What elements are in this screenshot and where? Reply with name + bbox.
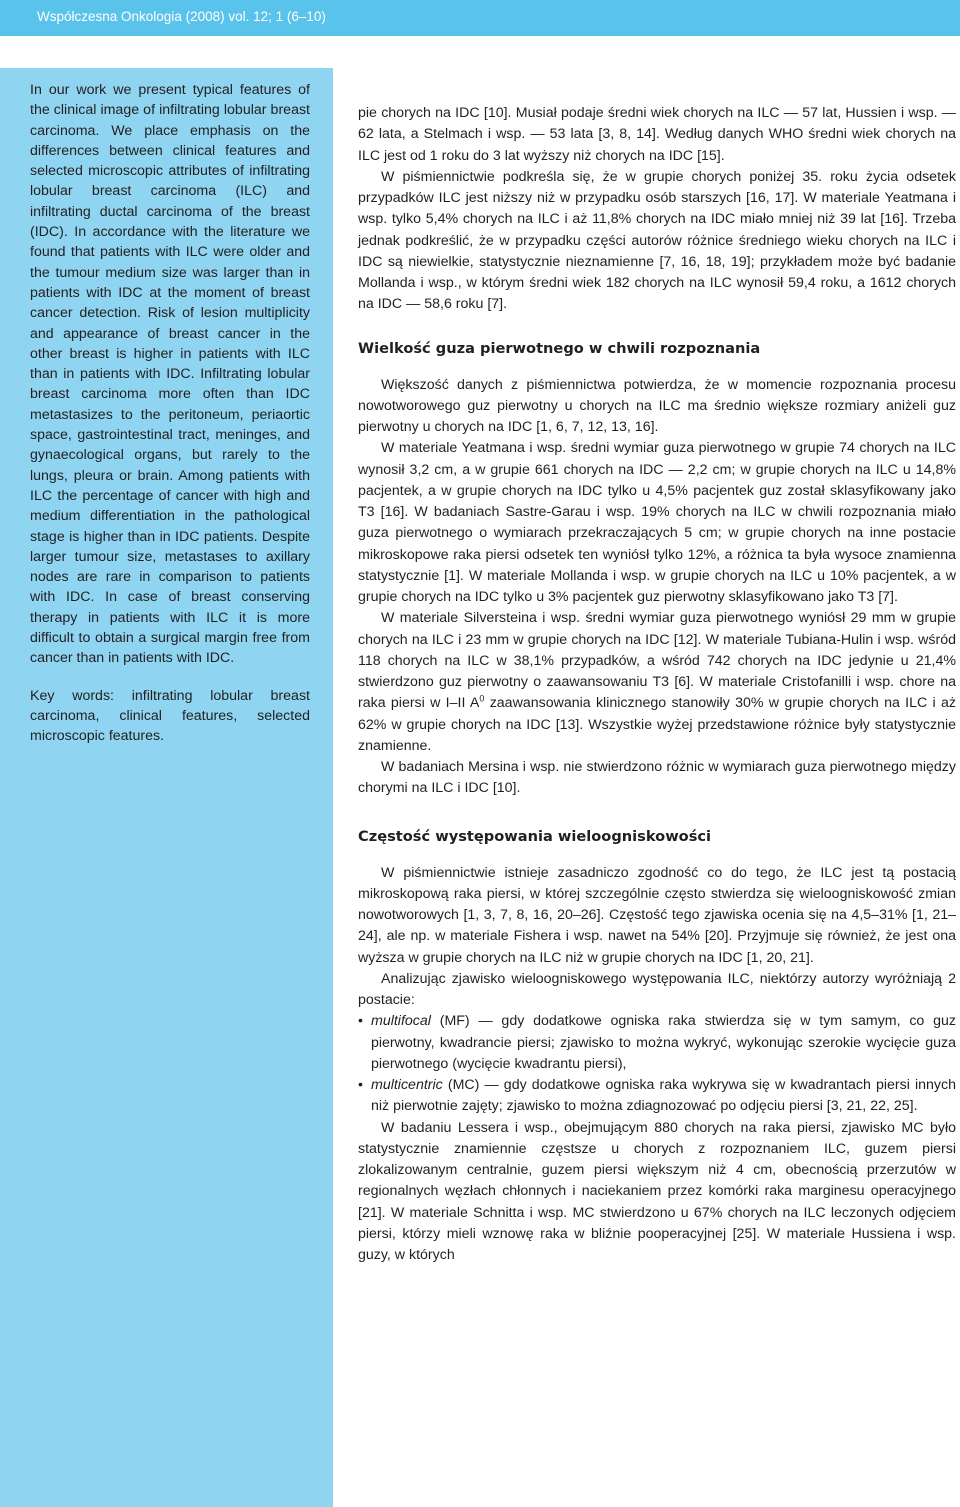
keywords xyxy=(30,686,310,747)
list-item xyxy=(358,1011,956,1075)
superscript: 0 xyxy=(479,693,485,704)
keywords-text: infiltrating lobular breast carcinoma, clinical features, selected microscopic features. xyxy=(30,687,310,745)
paragraph: W materiale Yeatmana i wsp. średni wymiar guza pierwotnego w grupie 74 chorych na ILC wynosił 3,2 cm, a w grupie 661 chorych na IDC — 2,2 cm; w grupie chorych na ILC u 14,8% pacjentek, a w grupie chorych na IDC tylko u 4,5% pacjentek guz został sklasyfikowany jako T3 [16]. W badaniach Sastre-Garau i wsp. 19% chorych na ILC w chwili rozpoznania miało guza pierwotnego o wymiarach przekraczających 5 cm; w grupie chorych na inne postacie mikroskopowe raka piersi odsetek ten wyniósł tylko 12%, a różnica ta była wysoce znamienna statystycznie [1]. W materiale Mollanda i wsp. w grupie chorych na ILC u 10% pacjentek, a w grupie chorych na IDC tylko u 3% pacjentek guz pierwotny sklasyfikowano jako T3 [7]. xyxy=(358,440,956,605)
keywords-label: Key words: xyxy=(30,687,114,704)
article-body xyxy=(358,103,956,1266)
paragraph: pie chorych na IDC [10]. Musiał podaje średni wiek chorych na ILC — 57 lat, Hussien i wsp. — 62 lata, a Stelmach i wsp. — 53 lata [3, 8, 14]. Według danych WHO średni wiek chorych na ILC jest od 1 roku do 3 lat wyższy niż chorych na IDC [15]. xyxy=(358,105,956,164)
list-item-term: multicentric xyxy=(371,1077,443,1093)
list-item-text: (MF) — gdy dodatkowe ogniska raka stwierdza się w tym samym, co guz pierwotny, kwadrancie piersi; zjawisko to można wykryć, wykonując szerokie wycięcie guza pierwotnego (wycięcie kwadrantu piersi), xyxy=(371,1013,956,1072)
journal-citation: Współczesna Onkologia (2008) vol. 12; 1 (6–10) xyxy=(37,9,326,24)
paragraph-text: W materiale Silversteina i wsp. średni wymiar guza pierwotnego wyniósł 29 mm w grupie chorych na ILC i 23 mm w grupie chorych na IDC [12]. W materiale Tubiana-Hulin i wsp. wśród 118 chorych na ILC w 38,1% przypadków, a wśród 742 chorych na IDC jedynie u 21,4% stwierdzono guz pierwotny o zaawansowaniu T3 [6]. W materiale Cristofanilli i wsp. chore na raka piersi w I–II A xyxy=(358,610,956,712)
list-item xyxy=(358,1075,956,1118)
paragraph: Analizując zjawisko wieloogniskowego występowania ILC, niektórzy autorzy wyróżniają 2 postacie: xyxy=(358,970,956,1008)
paragraph: Większość danych z piśmiennictwa potwierdza, że w momencie rozpoznania procesu nowotworowego guz pierwotny u chorych na ILC ma średnio większe rozmiary aniżeli guz pierwotny u chorych na IDC [1, 6, 7, 12, 13, 16]. xyxy=(358,376,956,435)
abstract-text: In our work we present typical features of the clinical image of infiltrating lobular breast carcinoma. We place emphasis on the differences between clinical features and selected microscopic attributes of infiltrating lobular breast carcinoma (ILC) and infiltrating ductal carcinoma of the breast (IDC). In accordance with the literature we found that patients with ILC were older and the tumour medium size was larger than in patients with IDC at the moment of breast cancer detection. Risk of lesion multiplicity and appearance of breast cancer in the other breast is higher in patients with ILC than in patients with IDC. Infiltrating lobular breast carcinoma more often than IDC metastasizes to the peritoneum, periaortic space, gastrointestinal tract, meninges, and gynaecological organs, but rarely to the lungs, pleura or brain. Among patients with ILC the percentage of cancer with high and medium differentiation in the pathological stage is higher than in IDC patients. Despite larger tumour size, metastases to axillary nodes are rare in comparison to patients with IDC. In case of breast conserving therapy in patients with ILC it is more difficult to obtain a surgical margin free from cancer than in patients with IDC. xyxy=(30,82,310,667)
paragraph xyxy=(358,608,956,757)
paragraph: W piśmiennictwie podkreśla się, że w grupie chorych poniżej 35. roku życia odsetek przypadków ILC jest niższy niż w przypadku osób starszych [16, 17]. W materiale Yeatmana i wsp. tylko 5,4% chorych na ILC i aż 11,8% chorych na IDC miało mniej niż 39 lat [16]. Trzeba jednak podkreślić, że w przypadku części autorów różnice średniego wieku chorych na ILC i IDC są niewielkie, statystycznie nieznamienne [7, 16, 18, 19]; przykładem może być badanie Mollanda i wsp., w którym średni wiek 182 chorych na ILC wynosił 59,4 roku, a 1612 chorych na IDC — 58,6 roku [7]. xyxy=(358,168,956,313)
abstract-box xyxy=(30,80,310,747)
paragraph-text: zaawansowania klinicznego stanowiły 30% w grupie chorych na ILC i aż 62% w grupie chorych na IDC [13]. Wszystkie wyżej przedstawione różnice były statystycznie znamienne. xyxy=(358,695,956,754)
list-item-text: (MC) — gdy dodatkowe ogniska raka wykrywa się w kwadrantach piersi innych niż pierwotnie zajęty; zjawisko to można zdiagnozować po odjęciu piersi [3, 21, 22, 25]. xyxy=(371,1077,956,1115)
list-item-term: multifocal xyxy=(371,1013,431,1030)
bullet-list xyxy=(358,1011,956,1117)
paragraph: W piśmiennictwie istnieje zasadniczo zgodność co do tego, że ILC jest tą postacią mikroskopową raka piersi, w której szczególnie często stwierdza się wieloogniskowość zmian nowotworowych [1, 3, 7, 8, 16, 20–26]. Częstość tego zjawiska ocenia się na 4,5–31% [1, 21–24], ale np. w materiale Fishera i wsp. nawet na 54% [20]. Przyjmuje się również, że jest ona wyższa w grupie chorych na ILC niż w grupie chorych na IDC [1, 20, 21]. xyxy=(358,864,956,966)
journal-header-bar xyxy=(0,0,960,36)
section-heading-multifocality: Częstość występowania wieloogniskowości xyxy=(358,827,712,845)
abstract-sidebar xyxy=(0,68,333,1507)
paragraph: W badaniach Mersina i wsp. nie stwierdzono różnic w wymiarach guza pierwotnego między chorymi na ILC i IDC [10]. xyxy=(358,759,956,797)
section-heading-tumour-size: Wielkość guza pierwotnego w chwili rozpoznania xyxy=(358,339,761,357)
paragraph: W badaniu Lessera i wsp., obejmującym 880 chorych na raka piersi, zjawisko MC było statystycznie znamiennie częstsze u chorych z rozpoznaniem ILC, guzem piersi zlokalizowanym centralnie, guzem piersi większym niż 4 cm, obecnością przerzutów w regionalnych węzłach chłonnych i naciekaniem przez komórki raka marginesu operacyjnego [21]. W materiale Schnitta i wsp. MC stwierdzono u 67% chorych na ILC leczonych odjęciem piersi, którzy mieli wznowę raka w bliźnie pooperacyjnej [25]. W materiale Hussiena i wsp. guzy, w których xyxy=(358,1119,956,1263)
